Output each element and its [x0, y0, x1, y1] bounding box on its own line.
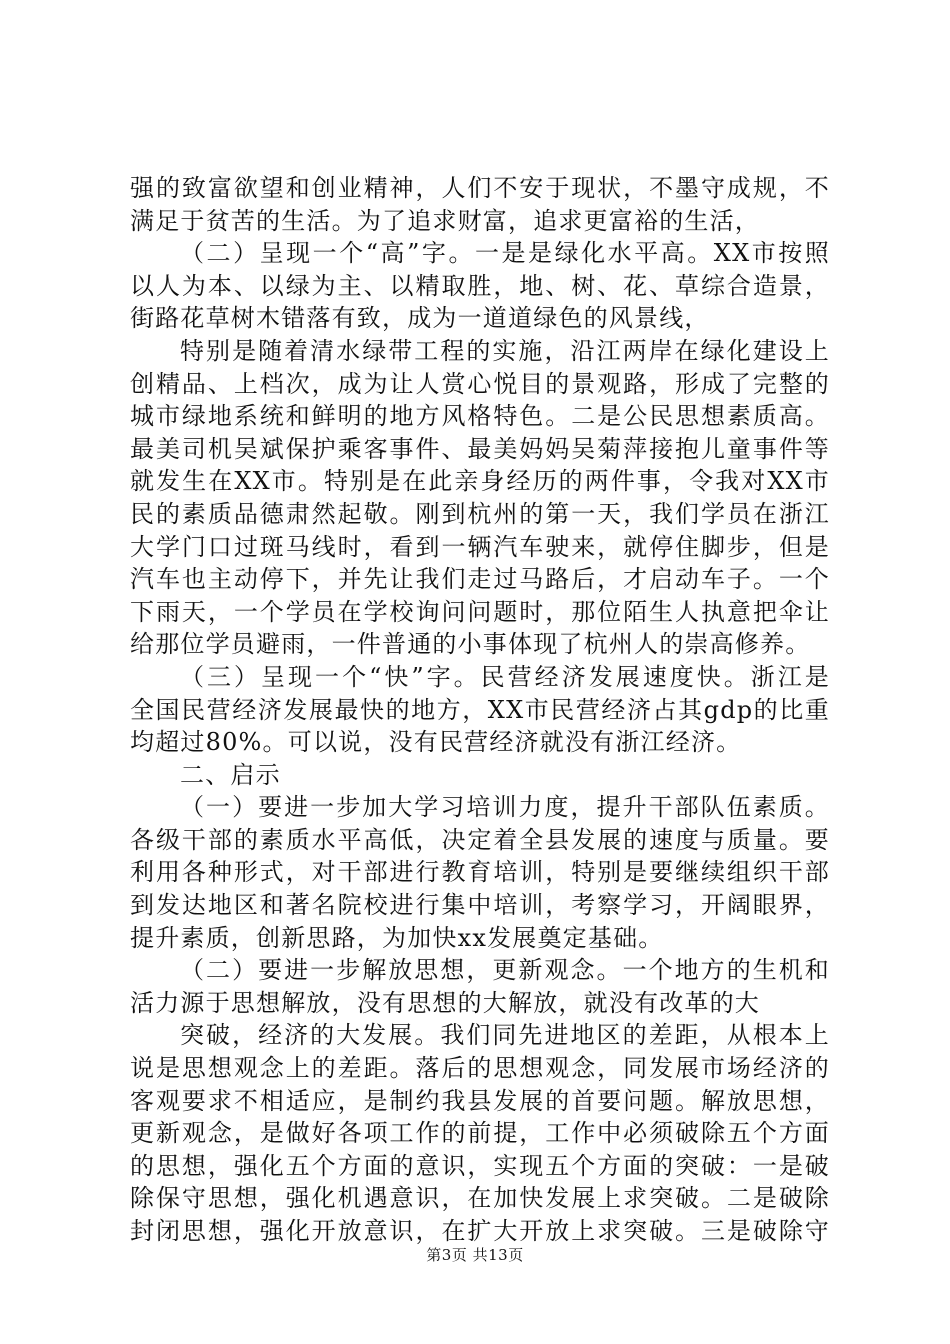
text-line: 就发生在XX市。特别是在此亲身经历的两件事，令我对XX市: [130, 467, 830, 496]
text-line: 活力源于思想解放，没有思想的大解放，就没有改革的大: [130, 988, 760, 1017]
paragraph-start-line: （三）呈现一个“快”字。民营经济发展速度快。浙江是: [180, 662, 830, 691]
text-line: 给那位学员避雨，一件普通的小事体现了杭州人的崇高修养。: [130, 630, 811, 659]
paragraph-start-line: 突破，经济的大发展。我们同先进地区的差距，从根本上: [180, 1021, 830, 1050]
page-number-footer: 第3页 共13页: [426, 1246, 524, 1264]
text-line: 更新观念，是做好各项工作的前提，工作中必须破除五个方面: [130, 1119, 830, 1148]
text-line: 封闭思想，强化开放意识，在扩大开放上求突破。三是破除守: [130, 1217, 830, 1245]
text-line: 到发达地区和著名院校进行集中培训，考察学习，开阔眼界，: [130, 891, 830, 920]
paragraph-start-line: 特别是随着清水绿带工程的实施，沿江两岸在绿化建设上: [180, 336, 830, 365]
text-line: 城市绿地系统和鲜明的地方风格特色。二是公民思想素质高。: [130, 402, 830, 431]
paragraph-start-line: （二）呈现一个“高”字。一是是绿化水平高。XX市按照: [180, 239, 830, 268]
text-line: 各级干部的素质水平高低，决定着全县发展的速度与质量。要: [130, 825, 830, 854]
paragraph-start-line: （二）要进一步解放思想，更新观念。一个地方的生机和: [180, 956, 830, 985]
body-text: [130, 172, 830, 1248]
paragraph-start-line: （一）要进一步加大学习培训力度，提升干部队伍素质。: [180, 793, 830, 822]
text-line: 大学门口过斑马线时，看到一辆汽车驶来，就停住脚步，但是: [130, 532, 830, 561]
text-line: 提升素质，创新思路，为加快xx发展奠定基础。: [130, 923, 664, 952]
text-line: 创精品、上档次，成为让人赏心悦目的景观路，形成了完整的: [130, 369, 830, 398]
text-line: 以人为本、以绿为主、以精取胜，地、树、花、草综合造景，: [130, 271, 830, 300]
text-line: 最美司机吴斌保护乘客事件、最美妈妈吴菊萍接抱儿童事件等: [130, 434, 830, 463]
text-line: 汽车也主动停下，并先让我们走过马路后，才启动车子。一个: [130, 565, 830, 594]
text-line: 说是思想观念上的差距。落后的思想观念，同发展市场经济的: [130, 1054, 830, 1083]
text-line: 利用各种形式，对干部进行教育培训，特别是要继续组织干部: [130, 858, 830, 887]
text-line: 全国民营经济发展最快的地方，XX市民营经济占其gdp的比重: [130, 695, 830, 724]
text-line: 民的素质品德肃然起敬。刚到杭州的第一天，我们学员在浙江: [130, 499, 830, 528]
text-line: 均超过80%。可以说，没有民营经济就没有浙江经济。: [130, 728, 742, 757]
text-line: 的思想，强化五个方面的意识，实现五个方面的突破：一是破: [130, 1151, 830, 1180]
text-line: 强的致富欲望和创业精神，人们不安于现状，不墨守成规，不: [130, 174, 830, 202]
text-line: 下雨天，一个学员在学校询问问题时，那位陌生人执意把伞让: [130, 597, 830, 626]
text-line: 满足于贫苦的生活。为了追求财富，追求更富裕的生活，: [130, 206, 760, 235]
text-line: 街路花草树木错落有致，成为一道道绿色的风景线，: [130, 304, 710, 333]
section-heading: 二、启示: [180, 760, 281, 789]
text-line: 客观要求不相适应，是制约我县发展的首要问题。解放思想，: [130, 1086, 830, 1115]
text-line: 除保守思想，强化机遇意识，在加快发展上求突破。二是破除: [130, 1184, 830, 1213]
